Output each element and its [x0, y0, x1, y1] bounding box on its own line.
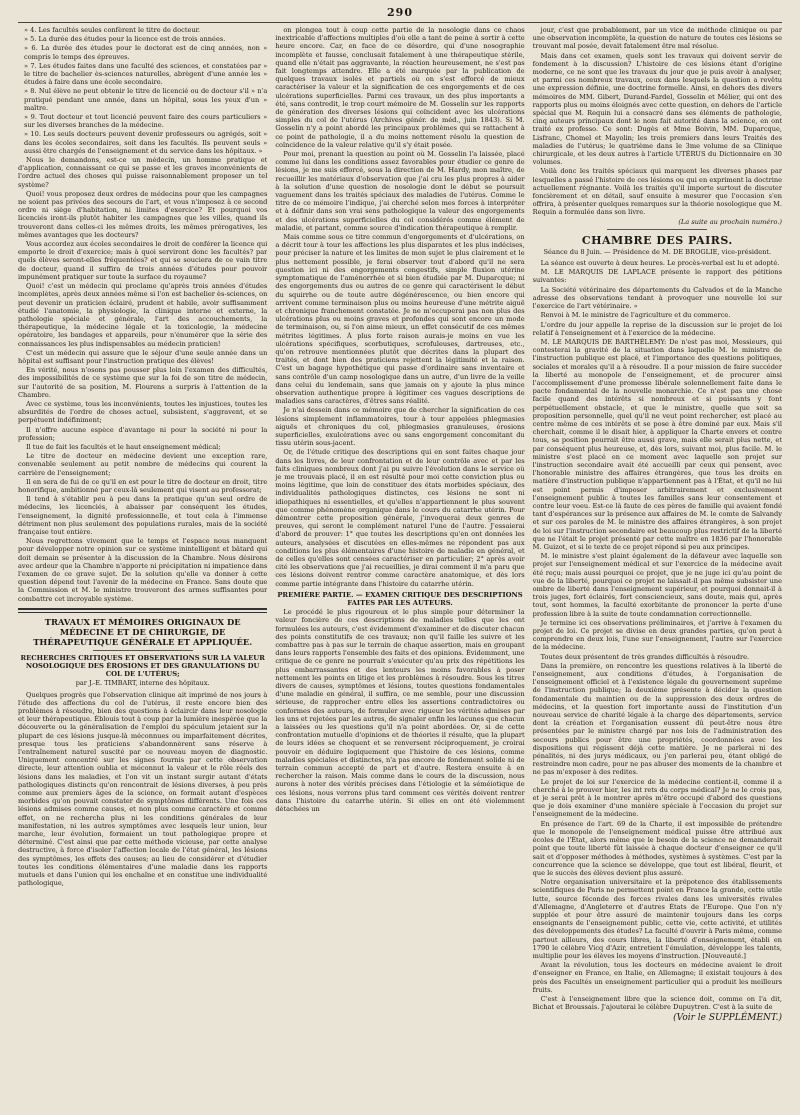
header-rule — [18, 22, 782, 23]
paragraph: Mais dans cet examen, quels sont les travaux qui doivent servir de fondement à la discussion? L'histoire de ces lésions étant d'origine moderne, ce ne sont que les travaux du jour que je puis avoir à analyser, et parmi ces nombreux travaux, ceux dans lesquels la question a revêtu une expression définie, une doctrine formelle. Ainsi, en dehors des divers mémoires de MM. Gibert, Durand-Fardel, Gosselin et Mélier, qui ont des rapports plus ou moins éloignés avec cette question, en dehors de l'article spécial que M. Requin lui a consacré dans ses éléments de pathologie, cinq auteurs principaux dont le nom fait autorité dans la science, en ont traité ex professo. Ce sont: Dugès et Mme Boivin, MM. Duparcque, Lisfranc, Chomel et Mayolin; les trois premiers dans leurs Traités des maladies de l'utérus; le quatrième dans le 3me volume de sa Clinique chirurgicale, et les deux autres à l'article UTÉRUS du Dictionnaire en 30 volumes. — [532, 51, 782, 167]
session-line: Séance du 8 Juin. — Présidence de M. DE BROGLIE, vice-président. — [543, 247, 772, 256]
paragraph: Je termine ici ces observations préliminaires, et j'arrive à l'examen du projet de loi. Ce projet se divise en deux grandes parties, qu'on peut à comprendre en deux lois, l'une sur l'enseignement, l'autre sur l'exercice de la médecine. — [532, 618, 782, 652]
paragraph: C'est à l'enseignement libre que la science doit, comme on l'a dit, Bichat et Broussais. J'ajouterai le célèbre Dupuytren. C'est à la suite de — [532, 994, 782, 1012]
section-title: TRAVAUX ET MÉMOIRES ORIGINAUX DE MÉDECINE ET DE CHIRURGIE, DE THÉRAPEUTIQUE GÉNÉRALE ET APPLIQUÉE. — [33, 616, 253, 647]
column-1 — [18, 26, 267, 1111]
column-2 — [275, 26, 524, 1111]
article-list — [18, 26, 267, 155]
paragraph: Dans la première, on rencontre les questions relatives à la liberté de l'enseignement, aux conditions d'études, à l'organisation de l'enseignement officiel et à l'existence légale du gouvernement suprême de l'instruction publique; la deuxième présente à décider la question fondamentale du maintien ou de la suppression des deux ordres de médecins, et la question fort importante aussi de l'institution d'un nouveau service de charité légale à la charge des départements, service dont la création et l'organisation eussent dû peut-être nous être présentées par le ministre chargé par nos lois de l'administration des secours publics pour être une propriétés, coordonnées avec les dispositions qui régissent déjà cette matière. Je ne parlerai ni des pénalités, ni des jurys médicaux, ou j'en parlerai peu, étant obligé de restreindre mon cadre, pour ne pas abuser des moments de la chambre et ne pas m'exposer à des redites. — [532, 661, 782, 777]
paragraph: Nous le demandons, est-ce un médecin, un homme pratique et d'application, connaissant ce qui se passe et les graves inconvénients de l'ordre actuel des choses qui puisse raisonnablement proposer un tel système? — [18, 156, 268, 189]
part-heading: PREMIÈRE PARTIE. — EXAMEN CRITIQUE DES DESCRIPTIONS FAITES PAR LES AUTEURS. — [277, 590, 523, 608]
paragraph: Vous accordez aux écoles secondaires le droit de conférer la licence qui emporte le droit d'exercice; mais à quoi serviront donc les facultés? par quels élèves seront-elles fréquentées? et qui se souciera de ce vain titre de docteur, quand il suffira de trois années d'études pour pouvoir impunément pratiquer sur toute la surface du royaume? — [18, 240, 268, 281]
paragraph: jour, c'est que probablement, par un vice de méthode clinique ou par une observation incomplète, la question de nature de toutes ces lésions se trouvant mal posée, devait fatalement être mal résolue. — [532, 26, 782, 51]
paragraph: on plongea tout à coup cette partie de la nosologie dans ce chaos inextricable d'affections multiples d'où elle a tant de peine à sortir à cette heure encore. Car, en face de ce désordre, qui d'une nosographie incomplète et fausse, conclusait fatalement à une thérapeutique stérile, quand elle n'était pas aggravante, la réaction heureusement, ne s'est pas fait longtemps attendre. Elle a été marquée par la publication de quelques travaux isolés et partiels où on s'est efforcé de mieux caractériser la valeur et la signification de ces engorgements et de ces ulcérations superficielles. Parmi ces travaux, un des plus importants a été, sans contredit, le trop court mémoire de M. Gosselin sur les rapports de génération des diverses lésions qui coïncident avec les ulcérations simples du col de l'utérus (Archives génér. de méd., juin 1843). Si M. Gosselin n'y a point abordé les principaux problèmes qui se rattachent à ce point de pathologie, il a du moins nettement résolu la question de coïncidence de la valeur relative qu'il s'y était posée. — [275, 26, 525, 149]
paragraph: Le projet de loi sur l'exercice de la médecine contient-il, comme il a cherché à le prouver hier, les int rets du corps médical? Je ne le crois pas, et je serai prêt à le montrer après m'être occupé d'abord des questions que je dois examiner d'une manière spéciale à l'occasion du projet sur l'enseignement de la médecine. — [532, 777, 782, 819]
paragraph: Or, de l'étude critique des descriptions qui en sont faites chaque jour dans les livres, de leur confrontation et de leur contrôle avec et par les faits cliniques nombreux dont j'ai pu suivre l'évolution dans le service où je me trouvais placé, il en est résulté pour moi cette conviction plus ou moins légitime, que loin de constituer des états morbides spéciaux, des individualités pathologiques distinctes, ces lésions ne sont ni idiopathiques ni essentielles, et qu'elles n'appartiennent le plus souvent que comme phénomène organique dans le cours du catarrhe utérin. Pour démontrer cette proposition générale, j'invoquerai deux genres de preuves, qui seront le complément naturel l'une de l'autre. J'essaierai d'abord de prouver: 1° que toutes les descriptions qu'en ont données les auteurs, analysées et discutées en elles-mêmes ne répondent pas aux conditions les plus élémentaires d'une histoire de maladie en général, et de celles qu'elles sont censées caractériser en particulier; 2° après avoir cité les observations que j'ai recueillies, je dirai comment il m'a paru que ces lésions doivent rentrer comme caractère anatomique, et dès lors comme partie intégrante dans l'histoire du catarrhe utérin. — [275, 448, 525, 588]
columns — [18, 26, 782, 1111]
list-item: » 8. Nul élève ne peut obtenir le titre de licencié ou de docteur s'il » n'a pratiqué pendant une année, dans un hôpital, sous les yeux d'un » maître. — [24, 87, 268, 112]
paragraph: La Société vétérinaire des départements du Calvados et de la Manche adresse des observations tendant à provoquer une nouvelle loi sur l'exercice de l'art vétérinaire. » — [532, 285, 782, 311]
paragraph: L'ordre du jour appelle la reprise de la discussion sur le projet de loi relatif à l'enseignement et à l'exercice de la médecine. — [532, 320, 782, 337]
paragraph: Avant la révolution, tous les docteurs en médecine avaient le droit d'enseigner en France, en Italie, en Allemagne; il existait toujours à des près des Facultés un enseignement particulier qui a produit les meilleurs fruits. — [532, 961, 782, 994]
paragraph: Nous regrettons vivement que le temps et l'espace nous manquent pour développer notre opinion sur ce système inintelligent et bâtard qui doit demain se présenter à la discussion de la Chambre. Nous désirons avec ardeur que la Chambre n'apporte ni précipitation ni impatience dans l'examen de ce grave sujet. De la solution qu'elle va donner à cette question dépend tout l'avenir de la médecine en France. Sans doute que la Commission et M. le ministre trouveront des armes suffisantes pour combattre cet incroyable système. — [18, 537, 268, 603]
paragraph: Voilà donc les traités spéciaux qui marquent les diverses phases par lesquelles a passé l'histoire de ces lésions ou qui en expriment la doctrine actuellement régnante. Voilà les traités qu'il importe surtout de discuter foncièrement et en détail, sauf ensuite à mesurer que l'occasion s'en offrira, à présenter quelques remarques sur la théorie nosologique que M. Requin a formulée dans son livre. — [532, 167, 782, 217]
paragraph: M. LE MARQUIS DE BARTHÉLEMY: De n'est pas moi, Messieurs, qui contesterai la gravité de la situation dans laquelle M. le ministre de l'instruction publique est placé, et l'importance des questions politiques, sociales et morales qu'il a à résoudre. Il a pour mission de faire succéder la liberté au monopole de l'enseignement, et de procurer ainsi l'accomplissement d'une promesse libérale solennellement faite dans le pacte fondamental de la nouvelle monarchie. Ce n'est pas une chose facile quand des intérêts si nombreux et si puissants y font perpétuellement obstacle, et que le ministre, quelle que soit sa proposition personnelle, quel qu'il ne veut point rechercher, est placé au centre même de ces intérêts et se pose à être dominé par eux. Mais s'il cherchait, comme il le disait hier, à appliquer la Charte envers et contre tous, sa position pourrait être aussi grave, mais elle serait plus nette, et par conséquent plus heureuse, et, dès lors, suivant moi, plus facile. M. le ministre s'est placé en ce moment avec laquelle son projet sur l'instruction secondaire avait été accueilli par ceux qui pensent, avec l'honorable ministre des affaires étrangères, que tous les droits en matière d'instruction publique n'appartiennent pas à l'État, et qu'il ne lui est point permis d'imposer arbitrairement et exclusivement l'enseignement public à toutes les familles sans leur consentement et contre leur voeu. Est-ce là faute de ces pères de famille qui avaient fondé tant d'espérances sur la présence aux affaires de M. le comte de Salvandy et sur ces paroles de M. le ministre des affaires étrangères, à son projet de loi sur l'instruction secondaire est beaucoup plus restrictif de la liberté que ne l'était le projet présenté par cette maître en 1836 par l'honorable M. Guizot, et si le texte de ce projet répond si peu aux principes. — [532, 337, 782, 551]
paragraph: Avec ce système, tous les inconvénients, toutes les injustices, toutes les absurdités de l'ordre de choses actuel, subsistent, s'aggravent, et se perpétuent indéfiniment; — [18, 399, 268, 425]
paragraph: M. LE MARQUIS DE LAPLACE présente le rapport des pétitions suivantes: — [532, 268, 782, 285]
chamber-title: CHAMBRE DES PAIRS. — [581, 233, 733, 247]
paragraph: Pour moi, prenant la question au point où M. Gosselin l'a laissée, placé comme lui dans les conditions assez favorables pour étudier ce genre de lésions, je me suis efforcé, sous la direction de M. Hardy, mon maître, de recueillir les matériaux d'observation que j'ai cru les plus propres à aider à la solution d'une question de nosologie dont le début se poursuit vaguement dans les traités spéciaux des maladies de l'utérus. Comme le titre de ce mémoire l'indique, j'ai cherché selon mes forces à interpréter et à définir dans son vrai sens pathologique la valeur des engorgements et des ulcérations superficielles du col considérés comme élément de maladie, et partant, comme source d'indication thérapeutique à remplir. — [275, 150, 525, 232]
list-item: » 4. Les facultés seules confèrent le titre de docteur. — [24, 26, 201, 34]
paragraph: En présence de l'art. 69 de la Charte, il est impossible de prétendre que le monopole de l'enseignement médical puisse être attribué aux écoles de l'État, alors même que le besoin de la science ne demanderait point que toute liberté fût laissée à chaque docteur d'enseigner ce qu'il sait et d'opposer méthodes à méthodes, systèmes à systèmes. C'est par la concurrence que la science se développe, que tout est libéral, fleurit, et que le succès des élèves devient plus assuré. — [532, 819, 782, 877]
paragraph: La séance est ouverte à deux heures. Le procès-verbal est lu et adopté. — [540, 259, 780, 268]
paragraph: Il tue de fait les facultés et le haut enseignement médical; — [26, 442, 221, 451]
column-3 — [533, 26, 782, 1111]
paragraph: Le titre de docteur en médecine devient une exception rare, convenable seulement au petit nombre de médecins qui courent la carrière de l'enseignement; — [18, 452, 268, 477]
paragraph: Renvoi à M. le ministre de l'agriculture et du commerce. — [540, 311, 731, 320]
paragraph: Mais comme sous ce titre commun d'engorgements et d'ulcérations, on a décrit tour à tour les affections les plus disparates et les plus indécises, pour préciser la nature et les limites de mon sujet le plus clairement et le plus nettement possible, je ferai observer tout d'abord qu'il ne sera question ici ni des engorgements congestifs, simple fluxion utérine symptomatique de l'aménorrhée et si bien étudiée par M. Duparcque; ni des engorgements dus ou autres de ce genre qui caractérisent le début du squirrhe ou de toute autre dégénérescence, ou bien encore qui arrivent comme terminaison plus ou moins heureuse d'une métrite aiguë et chronique franchement constatée. Je ne m'occuperai pas non plus des ulcérations plus ou moins graves et profondes qui sont encore un mode de terminaison, ou, si l'on aime mieux, un effet consécutif de ces mêmes métrites légitimes. À plus forte raison aurais-je moins en vue les ulcérations spécifiques, scorbutiques, scrofuleuses, dartreuses, etc., qu'on retrouve mentionnées plutôt que décrites dans la plupart des traités, et dont bien des praticiens rejettent la légitimité et la raison. C'est un bagage hypothétique qui passe d'ordinaire sans inventaire et sans contrôle d'un camp nosologique dans un autre, d'un livre de la veille dans celui du lendemain, sans que jamais on y ajoute la plus mince observation authentique propre à légitimer ces vagues descriptions de maladies sans caractères, d'êtres sans réalité. — [275, 233, 525, 406]
list-item: » 9. Tout docteur et tout licencié peuvent faire des cours particuliers » sur les diverses branches de la médecine. — [24, 113, 268, 130]
section-rule — [18, 608, 267, 613]
divider — [607, 229, 707, 230]
list-item: » 10. Les seuls docteurs peuvent devenir professeurs ou agrégés, soit » dans les écoles secondaires, soit dans les facultés. Ils peuvent seuls » aussi être chargés de l'enseignement et du service dans les hôpitaux. » — [24, 130, 268, 155]
paragraph: Il en sera de fui de ce qu'il en est pour le titre de docteur en droit, titre honorifique, ambitionné par ceux-là seulement qui visent au professorat; — [18, 477, 268, 494]
page-number: 290 — [387, 6, 413, 19]
paragraph: C'est un médecin qui assure que le séjour d'une seule année dans un hôpital est suffisant pour l'instruction pratique des élèves! — [18, 348, 268, 365]
paragraph: Je n'ai dessein dans ce mémoire que de chercher la signification de ces lésions simplement inflammatoires, tour à tour appelées phlegmasies aiguës et chroniques du col, phlegmasies granuleuses, érosions superficielles, exulcérations avec ou sans engorgement concomitant du tissu utérin sous-jacent. — [275, 406, 525, 448]
paragraph: Il n'offre aucune espèce d'avantage ni pour la société ni pour la profession; — [18, 425, 268, 442]
continued-note: (La suite au prochain numéro.) — [678, 217, 782, 226]
paragraph: Quoi! c'est un médecin qui proclame qu'après trois années d'études incomplètes, après deux années même si l'on est bachelier ès-sciences, on peut devenir un praticien éclairé, prudent et habile, avoir suffisamment étudié l'anatomie, la physiologie, la clinique interne et externe, la pathologie spéciale et générale, l'art des accouchements, la thérapeutique, la médecine légale et la toxicologie, la médecine opératoire, les bandages et appareils, pour n'énumérer que la série des connaissances les plus indispensables au médecin praticien! — [18, 282, 268, 348]
paragraph: En vérité, nous n'osons pas pousser plus loin l'examen des difficultés, des impossibilités de ce système que sur la foi de son titre de médecin, sur l'autorité de sa position, M. Flourens a surpris à l'attention de la Chambre. — [18, 366, 268, 399]
article-title: RECHERCHES CRITIQUES ET OBSERVATIONS SUR LA VALEUR NOSOLOGIQUE DES ÉROSIONS ET DES GRANULATIONS DU COL DE L'UTÉRUS; — [20, 653, 265, 679]
paragraph: Quoi! vous proposez deux ordres de médecins pour que les campagnes ne soient pas privées des secours de l'art, et vous n'imposez à ce second ordre ni siège d'habitation, ni limites d'exercice? Et pourquoi vos licenciés iront-ils plutôt habiter les campagnes que les villes, quand ils trouveront dans celles-ci les mêmes droits, les mêmes prérogatives, les mêmes avantages que les docteurs? — [18, 189, 268, 239]
list-item: » 5. La durée des études pour la licence est de trois années. — [24, 35, 226, 44]
paragraph: Toutes deux présentent de très grandes difficultés à résoudre. — [540, 652, 750, 661]
paragraph: M. le ministre s'est plaint également de la défaveur avec laquelle son projet sur l'enseignement médical et sur l'exercice de la médecine avait été reçu; mais aussi pourquoi ce projet, que je ne juge ici qu'au point de vue de la liberté, pourquoi ce projet ne laissait-il pas même subsister une ombre de liberté dans l'enseignement supérieur, et pourquoi donnait-il à trois juges, fort éclairés, fort consciencieux, sans doute, mais qui, après tout, sont hommes, la faculté exorbitante de prononcer la perte d'une profession libre à la suite de toute condamnation correctionnelle. — [532, 552, 782, 618]
article-byline: par J.-E. TIMBART, interne des hôpitaux. — [75, 679, 210, 688]
paragraph: Quelques progrès que l'observation clinique ait imprimé de nos jours à l'étude des affections du col de l'utérus, il reste encore bien des problèmes à résoudre, bien des questions à éclaircir dans leur nosologie et leur thérapeutique. Éblouis tout à coup par la lumière inespérée que la découverte ou la généralisation de l'emploi du spéculum jetaient sur la plupart de ces lésions jusque-là méconnues ou imparfaitement décrites, presque tous les praticiens s'abandonnèrent sans réserve à l'entraînement naturel suscité par ce nouveau moyen de diagnostic. Uniquement concentré sur les signes fournis par cette observation directe, leur attention oublia et méconnut la valeur et le rôle réels des lésions dans les maladies, et l'on vit un instant surgir autant d'états pathologiques distincts qu'on rencontrait de lésions diverses, à peu près comme aux premiers âges de la science, on formait autant d'espèces morbides qu'on pouvait constater de symptômes différents. Une fois ces lésions admises comme causes, et non plus comme caractère et comme effet, on ne rechercha plus ni les conditions générales de leur manifestation, ni les autres symptômes avec lesquels leur union, leur marche, leur évolution, formaient un tout pathologique propre et déterminé. C'est ainsi que par cette méthode vicieuse, par cette analyse destructive, à force d'isoler l'affection locale de l'état général, les lésions des symptômes, les effets des causes; au lieu de considérer et d'étudier toutes les conditions élémentaires d'une maladie dans les rapports mutuels et dans l'union qui les enchaîne et en constitue une individualité pathologique, — [18, 690, 268, 888]
list-item: » 6. La durée des études pour le doctorat est de cinq années, non » compris le temps des épreuves. — [24, 44, 268, 61]
supplement-note: (Voir le SUPPLÉMENT.) — [673, 1013, 782, 1024]
list-item: » 7. Les études faites dans une faculté des sciences, et constatées par » le titre de bachelier ès-sciences naturelles, abrègent d'une année les » études à faire dans une école secondaire. — [24, 61, 268, 87]
divider — [93, 650, 193, 651]
paragraph: Notre organisation universitaire et la prépotence des établissements scientifiques de Paris ne permettent point en France la grande, cette utile lutte, source féconde des forces rivales dans les universités rivales d'Allemagne, d'Angleterre et d'autres États de l'Europe. Que l'on n'y supplée et pour être assuré de maintenir toujours dans les corps enseignants de l'enseignement public, cette vie, cette activité, et utilités des développements des études? La faculté d'ouvrir à Paris même, comme partout ailleurs, des cours libres, la liberté d'enseignement, établi en 1790 le célèbre Vicq d'Azir, entretient l'émulation, développe les talents, multiplie pour les élèves les moyens d'instruction. [Nouveauté.] — [532, 878, 782, 960]
paragraph: Le procédé le plus rigoureux et le plus simple pour déterminer la valeur foncière de ces descriptions de maladies telles que les ont formulées les auteurs, c'est évidemment d'examiner et de discuter chacun des points constitutifs de ces travaux; non qu'il faille les suivre et les combattre pas à pas sur le terrain de chaque assertion, mais en groupant dans leurs rapports l'ensemble des faits et des opinions. Évidemment, une critique de ce genre ne pourrait s'exécuter qu'au prix des répétitions les plus embarrassantes et des lenteurs les moins favorables à poser nettement les points en litige et les problèmes à résoudre. Sous les titres divers de causes, symptômes et lésions, toutes questions fondamentales d'une maladie en général, il suffira, ce me semble, pour une discussion sérieuse, de rapprocher entre elles les assertions contradictoires ou conformes des auteurs, de formuler avec rigueur les vérités admises par les uns et rejetées par les autres, de signaler enfin les lacunes que chacun a laissées ou les questions qu'il n'a point abordées. Or, si de cette confrontation mutuelle d'opinions et de théories il résulte, que la plupart de leurs idées se choquent et se renversent réciproquement, je croirai pouvoir en déduire logiquement que l'histoire de ces lésions, comme maladies spéciales et distinctes, n'a pas encore de fondement solide ni de terrain commun accepté de part et d'autre. Restera ensuite à en rechercher la raison. Mais comme dans le cours de la discussion, nous aurons à noter des vérités précises dans l'étiologie et la séméiotique de ces lésions, nous verrons plus tard comment ces vérités doivent rentrer dans l'histoire du catarrhe utérin. Si elles en ont été violemment détachées un — [275, 608, 525, 814]
paragraph: Il tend à s'établir peu à peu dans la pratique qu'un seul ordre de médecins, les licenciés, à abaisser par conséquent les études, l'enseignement, la dignité professionnelle, et tout cela à l'immense détriment non plus seulement des populations rurales, mais de la société française tout entière. — [18, 495, 268, 536]
